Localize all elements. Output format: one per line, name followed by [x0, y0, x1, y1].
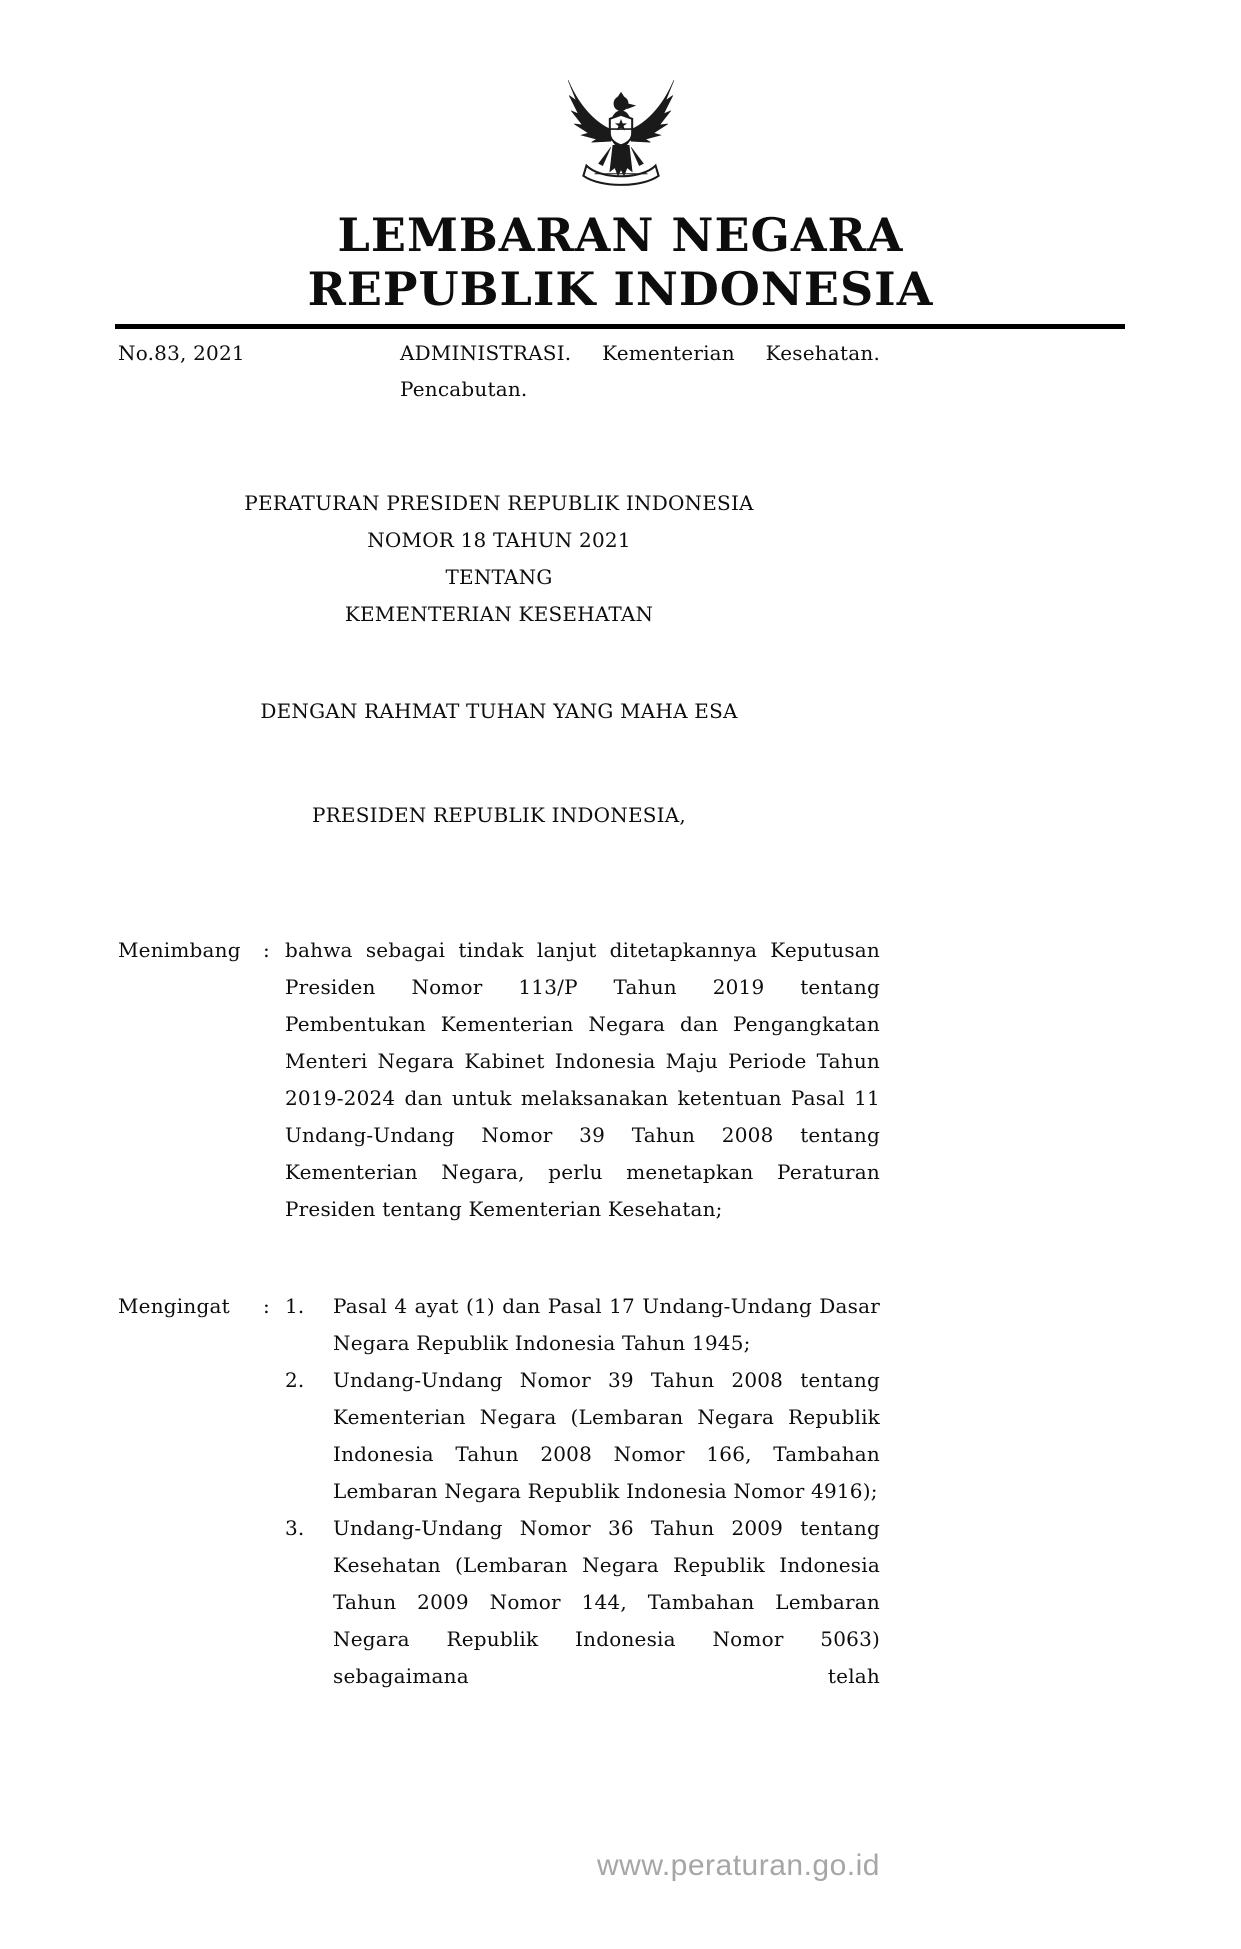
considering-label: Menimbang	[118, 938, 241, 962]
authority-line: PRESIDEN REPUBLIK INDONESIA,	[312, 803, 686, 827]
legal-basis-item-text: Undang-Undang Nomor 39 Tahun 2008 tentang Kementerian Negara (Lembaran Negara Republik Indonesia Tahun 2008 Nomor 166, Tambahan Lembaran Negara Republik Indonesia Nomor 4916);	[333, 1368, 880, 1503]
subject-block	[400, 335, 880, 407]
masthead-divider	[115, 324, 1125, 329]
subject-line-2: Pencabutan.	[400, 377, 528, 401]
legal-basis-item-number: 3.	[285, 1516, 305, 1540]
issue-number: No.83, 2021	[118, 341, 245, 365]
watermark-url: www.peraturan.go.id	[597, 1849, 880, 1882]
invocation-line: DENGAN RAHMAT TUHAN YANG MAHA ESA	[260, 699, 738, 723]
legal-basis-item-text: Pasal 4 ayat (1) dan Pasal 17 Undang-Undang Dasar Negara Republik Indonesia Tahun 1945;	[333, 1294, 880, 1355]
regulation-title-line1: PERATURAN PRESIDEN REPUBLIK INDONESIA	[244, 491, 754, 515]
considering-colon: :	[263, 938, 270, 962]
legal-basis-item	[285, 1510, 880, 1695]
legal-basis-label: Mengingat	[118, 1294, 230, 1318]
regulation-title-block	[118, 485, 880, 633]
masthead-title-line1: LEMBARAN NEGARA	[337, 208, 904, 262]
legal-basis-list	[285, 1288, 880, 1695]
emblem-container	[0, 0, 1241, 194]
legal-basis-item	[285, 1288, 880, 1362]
document-body	[118, 485, 880, 1695]
legal-basis-section	[118, 1288, 880, 1695]
legal-basis-item-text: Undang-Undang Nomor 36 Tahun 2009 tentang Kesehatan (Lembaran Negara Republik Indonesia Tahun 2009 Nomor 144, Tambahan Lembaran Negara Republik Indonesia Nomor 5063) sebagaimana telah	[333, 1516, 880, 1688]
regulation-title-line4: KEMENTERIAN KESEHATAN	[344, 602, 654, 626]
masthead-meta-row	[118, 335, 880, 407]
considering-section	[118, 932, 880, 1228]
legal-basis-colon: :	[263, 1294, 270, 1318]
garuda-pancasila-icon	[560, 66, 682, 194]
masthead-title-line2: REPUBLIK INDONESIA	[307, 262, 934, 316]
legal-basis-item-number: 2.	[285, 1368, 305, 1392]
legal-basis-item	[285, 1362, 880, 1510]
regulation-title-line3: TENTANG	[445, 565, 553, 589]
regulation-title-line2: NOMOR 18 TAHUN 2021	[367, 528, 631, 552]
subject-line-1: ADMINISTRASI. Kementerian Kesehatan.	[400, 341, 880, 365]
considering-text: bahwa sebagai tindak lanjut ditetapkannya Keputusan Presiden Nomor 113/P Tahun 2019 tentang Pembentukan Kementerian Negara dan Pengangkatan Menteri Negara Kabinet Indonesia Maju Periode Tahun 2019-2024 dan untuk melaksanakan ketentuan Pasal 11 Undang-Undang Nomor 39 Tahun 2008 tentang Kementerian Negara, perlu menetapkan Peraturan Presiden tentang Kementerian Kesehatan;	[285, 938, 880, 1221]
legal-basis-item-number: 1.	[285, 1294, 305, 1318]
masthead-title	[0, 208, 1241, 316]
